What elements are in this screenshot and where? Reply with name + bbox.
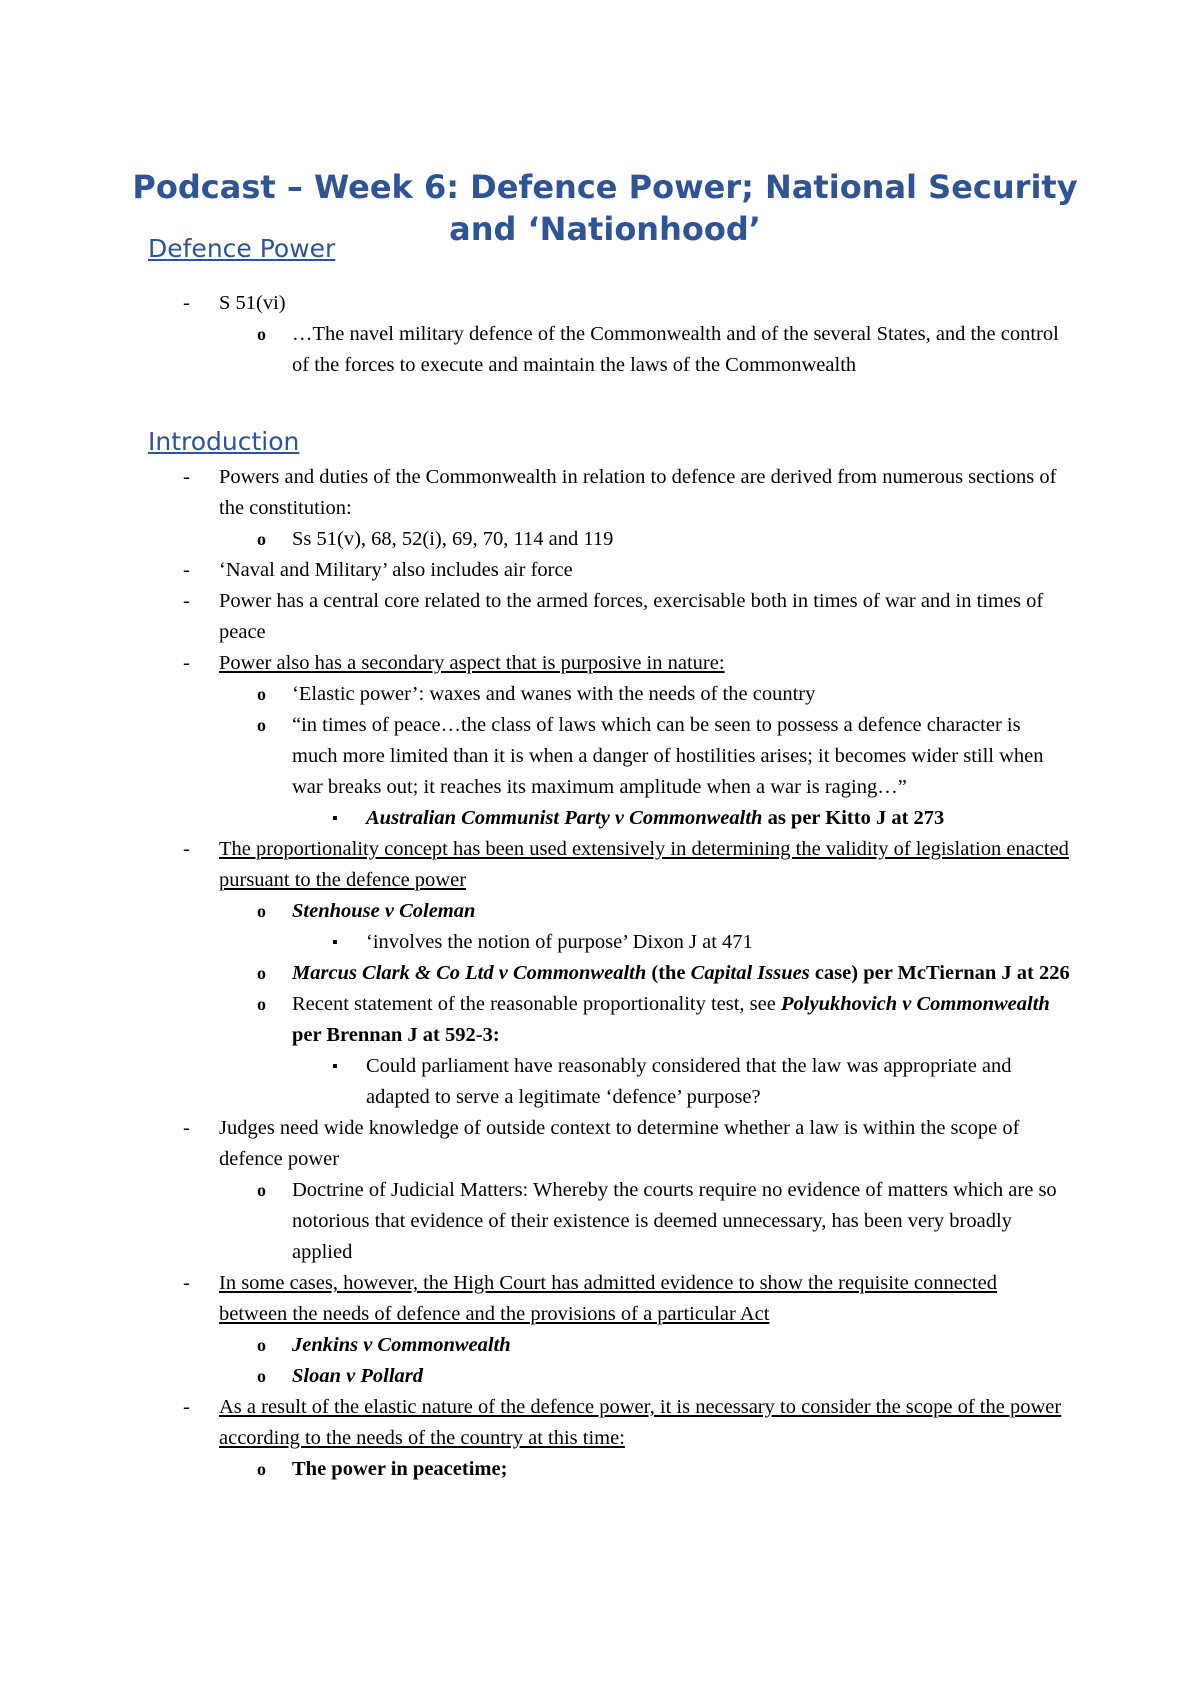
- list-item: o Recent statement of the reasonable proportionality test, see Polyukhovich v Commonwealth per Brennan J at 592-3:: [0, 989, 1200, 1051]
- circle-bullet: o: [257, 994, 266, 1014]
- square-bullet: ▪: [332, 1058, 338, 1075]
- introduction-section: [0, 462, 1200, 1485]
- circle-bullet: o: [257, 684, 266, 704]
- heading-introduction: Introduction: [148, 427, 300, 456]
- case-name: Polyukhovich v Commonwealth: [781, 993, 1050, 1015]
- page-title: Podcast – Week 6: Defence Power; National Security and ‘Nationhood’: [132, 168, 1078, 248]
- circle-bullet: o: [257, 963, 266, 983]
- dash-bullet: -: [183, 466, 190, 488]
- dash-bullet: -: [183, 1272, 190, 1294]
- defence-power-section: [0, 288, 1200, 381]
- circle-bullet: o: [257, 1335, 266, 1355]
- case-name: Sloan v Pollard: [292, 1365, 423, 1387]
- circle-bullet: o: [257, 529, 266, 549]
- list-item: o Doctrine of Judicial Matters: Whereby the courts require no evidence of matters which are so notorious that evidence of their existence is deemed unnecessary, has been very broadly applied: [0, 1175, 1200, 1268]
- dash-bullet: -: [183, 1117, 190, 1139]
- circle-bullet: o: [257, 901, 266, 921]
- list-item: - ‘Naval and Military’ also includes air force: [0, 555, 1200, 586]
- list-item: o Marcus Clark & Co Ltd v Commonwealth (the Capital Issues case) per McTiernan J at 226: [0, 958, 1200, 989]
- dash-bullet: -: [183, 652, 190, 674]
- list-item: - Powers and duties of the Commonwealth in relation to defence are derived from numerous sections of the constitution:: [0, 462, 1200, 524]
- heading-defence-power: Defence Power: [148, 234, 336, 263]
- dash-bullet: -: [183, 590, 190, 612]
- s51-label: S 51(vi): [219, 292, 286, 314]
- list-item: [0, 319, 1200, 381]
- list-item: - In some cases, however, the High Court has admitted evidence to show the requisite connected between the needs of defence and the provisions of a particular Act: [0, 1268, 1200, 1330]
- list-item: - Judges need wide knowledge of outside context to determine whether a law is within the scope of defence power: [0, 1113, 1200, 1175]
- circle-bullet: o: [257, 1180, 266, 1200]
- list-item: o “in times of peace…the class of laws which can be seen to possess a defence character is much more limited than it is when a danger of hostilities arises; it becomes wider still when war breaks out; it reaches its maximum amplitude when a war is raging…”: [0, 710, 1200, 803]
- case-name: Jenkins v Commonwealth: [292, 1334, 511, 1356]
- list-item: [0, 1330, 1200, 1361]
- dash-bullet: -: [183, 1396, 190, 1418]
- list-item: [0, 896, 1200, 927]
- list-item: ▪ Could parliament have reasonably considered that the law was appropriate and adapted to serve a legitimate ‘defence’ purpose?: [0, 1051, 1200, 1113]
- circle-bullet: o: [257, 715, 266, 735]
- list-item: ▪ Australian Communist Party v Commonwealth as per Kitto J at 273: [0, 803, 1200, 834]
- case-name: Stenhouse v Coleman: [292, 900, 476, 922]
- circle-bullet: o: [257, 324, 266, 344]
- case-name: Marcus Clark & Co Ltd v Commonwealth: [292, 962, 647, 984]
- list-item: o The power in peacetime;: [0, 1454, 1200, 1485]
- list-item: - Power also has a secondary aspect that is purposive in nature:: [0, 648, 1200, 679]
- dash-bullet: -: [183, 838, 190, 860]
- list-item: [0, 288, 1200, 319]
- list-item: o ‘Elastic power’: waxes and wanes with the needs of the country: [0, 679, 1200, 710]
- list-item: ▪ ‘involves the notion of purpose’ Dixon J at 471: [0, 927, 1200, 958]
- dash-bullet: -: [183, 292, 190, 314]
- circle-bullet: o: [257, 1459, 266, 1479]
- list-item: [0, 1361, 1200, 1392]
- square-bullet: ▪: [332, 810, 338, 827]
- dash-bullet: -: [183, 559, 190, 581]
- list-item: o Ss 51(v), 68, 52(i), 69, 70, 114 and 119: [0, 524, 1200, 555]
- circle-bullet: o: [257, 1366, 266, 1386]
- square-bullet: ▪: [332, 934, 338, 951]
- list-item: - Power has a central core related to the armed forces, exercisable both in times of war and in times of peace: [0, 586, 1200, 648]
- list-item: - As a result of the elastic nature of the defence power, it is necessary to consider the scope of the power according to the needs of the country at this time:: [0, 1392, 1200, 1454]
- s51-quote: …The navel military defence of the Commonwealth and of the several States, and the control of the forces to execute and maintain the laws of the Commonwealth: [292, 323, 1059, 376]
- list-item: - The proportionality concept has been used extensively in determining the validity of legislation enacted pursuant to the defence power: [0, 834, 1200, 896]
- case-name: Australian Communist Party v Commonwealth: [366, 807, 763, 829]
